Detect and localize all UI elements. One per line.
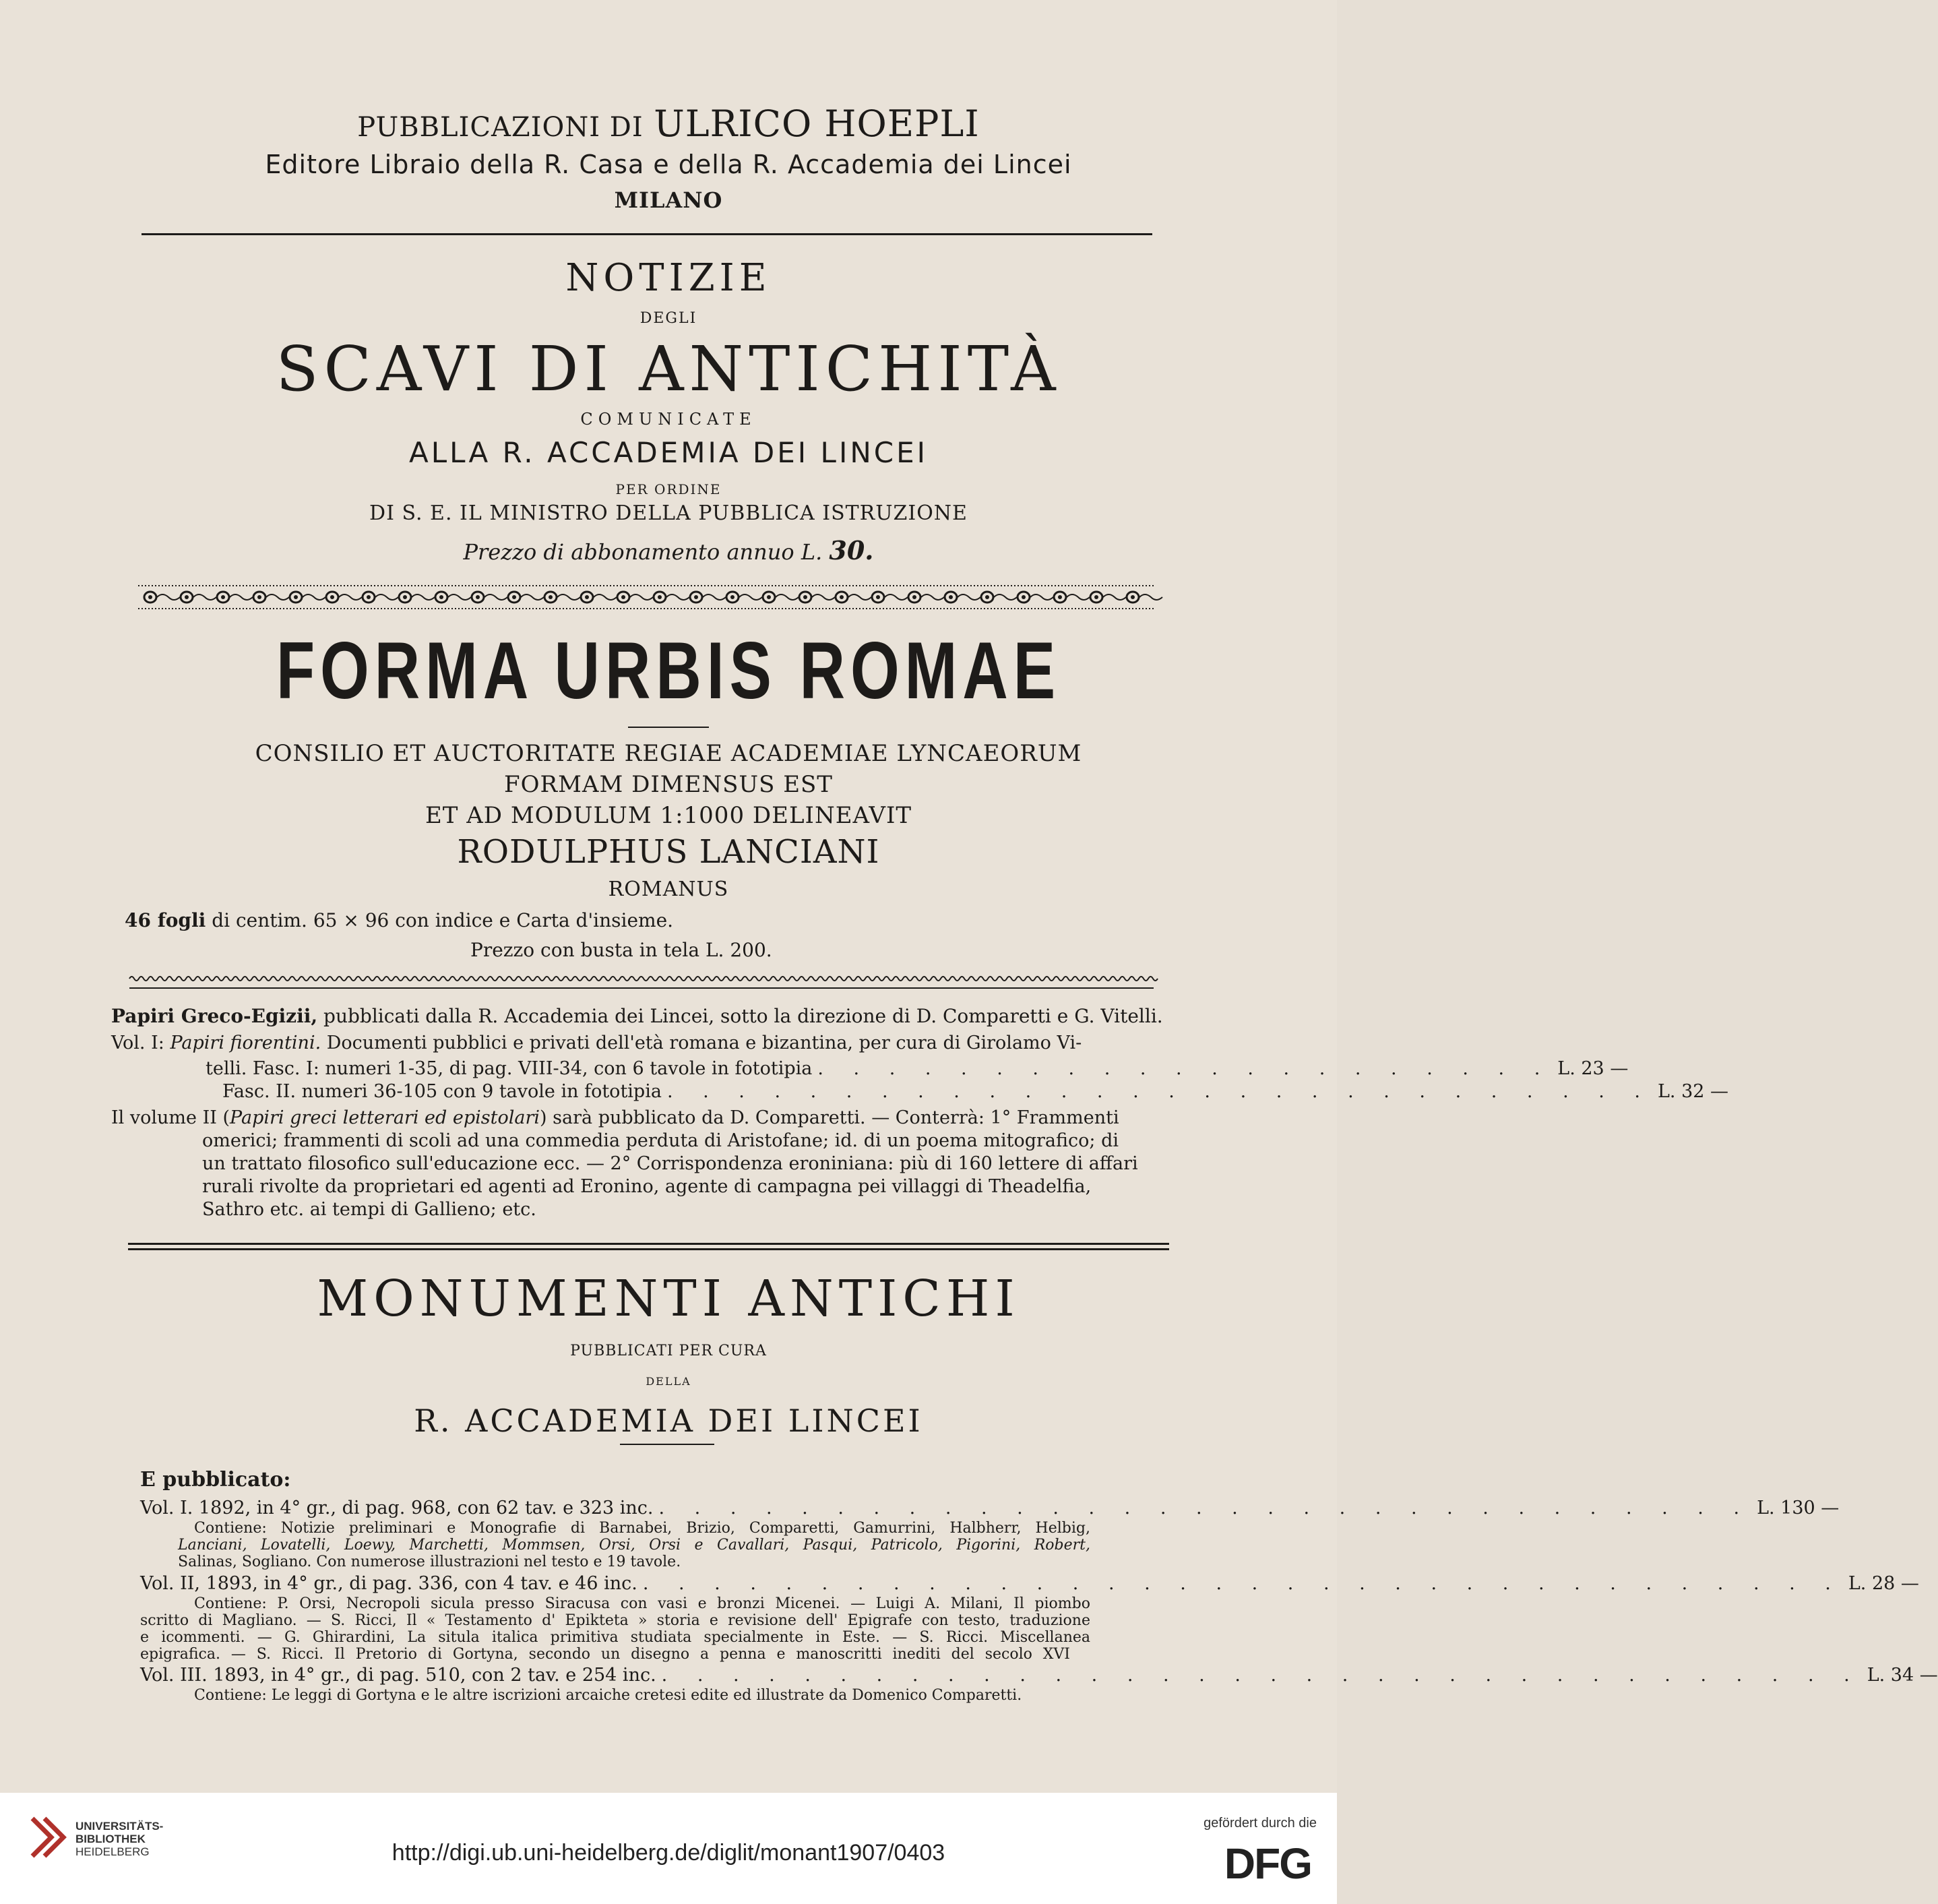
forma-title: FORMA URBIS ROMAE [276,625,1061,716]
publisher-line [0,102,1337,145]
ornament-dot [1022,595,1026,599]
leader-dots: . . . . . . . . . . . . . . . . . . . . . [817,1058,1553,1079]
notizie-comunicate: COMUNICATE [580,410,757,429]
ornament-dot [912,595,916,599]
papiri-vol1-label: Vol. I: [111,1033,164,1053]
monumenti-vol3-content-1: Contiene: Le leggi di Gortyna e le altre iscrizioni arcaiche cretesi edite ed illustrate da Domenico Comparetti. [194,1687,1022,1704]
papiri-vol2-l1 [111,1107,1169,1129]
monumenti-vol1-text: Vol. I. 1892, in 4° gr., di pag. 968, con 62 tav. e 323 inc. [140,1498,654,1518]
leader-dots: . . . . . . . . . . . . . . . . . . . . . . . . . . . . . . . . . . [642,1573,1843,1594]
notizie-price-value: 30. [829,535,874,565]
library-name-line-3: HEIDELBERG [75,1845,150,1858]
forma-fogli [125,910,1153,931]
papiri-heading-rest: pubblicati dalla R. Accademia dei Lincei, sotto la direzione di D. Comparetti e G. Vitelli. [323,1005,1163,1027]
forma-line-2: FORMAM DIMENSUS EST [504,771,833,798]
ornament-link [594,594,617,600]
papiri-fasc1-price: L. 23 — [1557,1058,1629,1079]
viewer-footer [0,1793,1337,1904]
papiri-vol1-title: Papiri fiorentini. [170,1033,321,1053]
papiri-heading [111,1006,1169,1027]
leader-dots: . . . . . . . . . . . . . . . . . . . . . . . . . . . . [666,1081,1652,1102]
ornament-link [921,594,944,600]
publisher-subtitle: Editore Libraio della R. Casa e della R. Accademia dei Lincei [265,150,1072,179]
ornament-dot [148,595,152,599]
ornament-link [448,594,471,600]
forma-fogli-num: 46 fogli [125,909,206,931]
monumenti-vol3 [140,1665,1938,1686]
header-rule [142,233,1152,235]
ornament-dot [694,595,698,599]
notizie-degli: DEGLI [639,310,697,327]
notizie-title: NOTIZIE [565,256,772,300]
forma-line-1: CONSILIO ET AUCTORITATE REGIAE ACADEMIAE LYNCAEORUM [255,740,1082,767]
ornament-link [521,594,544,600]
wave-border [129,971,1154,991]
ornament-link [303,594,325,600]
monumenti-vol1-price: L. 130 — [1757,1498,1840,1518]
scavi-title: SCAVI DI ANTICHITÀ [276,333,1061,405]
papiri-vol1 [111,1033,1169,1054]
ornament-link [339,594,362,600]
notizie-per-ordine: PER ORDINE [615,481,722,497]
ornament-link [1103,594,1126,600]
publisher-prefix: PUBBLICAZIONI DI [357,112,644,143]
monumenti-vol2-text: Vol. II, 1893, in 4° gr., di pag. 336, con 4 tav. e 46 inc. [140,1573,637,1594]
leader-dots: . . . . . . . . . . . . . . . . . . . . . . . . . . . . . . . . . . [661,1665,1862,1686]
monumenti-title: MONUMENTI ANTICHI [317,1270,1020,1328]
double-rule-top [128,1243,1169,1245]
monumenti-vol1-content-2: Lanciani, Lovatelli, Loewy, Marchetti, Mommsen, Orsi, Orsi e Cavallari, Pasqui, Patricolo, Pigorini, Robert, [178,1537,1090,1554]
papiri-fasc1 [206,1058,1629,1080]
monumenti-vol2-content-4: epigrafica. — S. Ricci. Il Pretorio di Gortyna, secondo un disegno a penna e manoscritti inediti del secolo XVI [140,1646,1070,1663]
ornament-link [848,594,871,600]
ornament-dot [1094,595,1098,599]
ornament-link [994,594,1017,600]
monumenti-vol3-price: L. 34 — [1867,1665,1938,1686]
double-rule-bottom [128,1248,1169,1250]
monumenti-rule [620,1444,714,1445]
forma-rule [628,727,709,728]
ornament-dot [185,595,189,599]
monumenti-vol1 [140,1498,1840,1519]
ornament-link [812,594,835,600]
ornament-dot [221,595,225,599]
papiri-vol2-l5: Sathro etc. ai tempi di Gallieno; etc. [202,1199,536,1220]
monumenti-vol1-content-3: Salinas, Sogliano. Con numerose illustrazioni nel testo e 19 tavole. [178,1554,681,1570]
papiri-vol2-b: ) sarà pubblicato da D. Comparetti. — Conterrà: 1° Frammenti [540,1107,1119,1128]
ornament-dot [549,595,553,599]
papiri-heading-bold: Papiri Greco-Egizii, [111,1005,318,1027]
ornament-dot [585,595,589,599]
ornament-dot [803,595,807,599]
ornament-link [630,594,653,600]
ornament-link [557,594,580,600]
ornament-link [885,594,908,600]
papiri-fasc2-text: Fasc. II. numeri 36-105 con 9 tavole in fototipia [222,1081,662,1102]
ornament-dot [257,595,261,599]
papiri-vol2-l2: omerici; frammenti di scoli ad una commedia perduta di Aristofane; id. di un poema mitografico; di [202,1130,1119,1151]
papiri-vol2-l3: un trattato filosofico sull'educazione ecc. — 2° Corrispondenza eroniniana: più di 160 lettere di affari [202,1153,1138,1174]
monumenti-vol2-content-2: scritto di Magliano. — S. Ricci, Il « Testamento d' Epikteta » storia e revisione dell' Epigrafe con testo, traduzione [140,1612,1090,1629]
ornament-dot [949,595,953,599]
ornament-link [703,594,726,600]
monumenti-della: DELLA [646,1375,691,1388]
monumenti-vol2 [140,1573,1919,1595]
monumenti-vol2-price: L. 28 — [1848,1573,1919,1594]
ornament-dot [876,595,880,599]
forma-prezzo: Prezzo con busta in tela L. 200. [470,939,772,961]
forma-fogli-text: di centim. 65 × 96 con indice e Carta d'insieme. [212,909,674,931]
monumenti-academy: R. ACCADEMIA DEI LINCEI [414,1403,923,1439]
ornament-link [1067,594,1090,600]
papiri-fasc2 [222,1081,1729,1103]
notizie-price-text: Prezzo di abbonamento annuo L. [463,539,823,565]
ornament-link [266,594,289,600]
library-name-line-1: UNIVERSITÄTS- [75,1820,164,1833]
forma-romanus: ROMANUS [608,878,729,901]
publisher-name: ULRICO HOEPLI [654,102,980,145]
ornament-dot [403,595,407,599]
ornament-dot [658,595,662,599]
ornament-link [958,594,980,600]
dfg-logo: DFG [1224,1839,1311,1888]
monumenti-vol3-text: Vol. III. 1893, in 4° gr., di pag. 510, con 2 tav. e 254 inc. [140,1665,656,1686]
leader-dots: . . . . . . . . . . . . . . . . . . . . . . . . . . . . . . . [658,1498,1752,1518]
monumenti-vol2-content-1: Contiene: P. Orsi, Necropoli sicula presso Siracusa con vasi e bronzi Micenei. — Luigi A. Milani, Il piombo [194,1595,1090,1612]
ornament-dot [330,595,334,599]
ornament-dot [1131,595,1135,599]
ornament-link [1030,594,1053,600]
publisher-city: MILANO [614,187,723,213]
papiri-vol2-a: Il volume II ( [111,1107,230,1128]
ornament-dot [840,595,844,599]
ornament-link [739,594,762,600]
ornament-dot [439,595,443,599]
monumenti-vol2-content-3: e icommenti. — G. Ghirardini, La situla italica primitiva studiata specialmente in Este. — S. Ricci. Miscellanea [140,1629,1090,1646]
ornament-link [776,594,799,600]
papiri-vol2-title: Papiri greci letterari ed epistolari [230,1107,540,1128]
page-url-link[interactable]: http://digi.ub.uni-heidelberg.de/diglit/monant1907/0403 [392,1840,945,1866]
monumenti-pubblicati: PUBBLICATI PER CURA [570,1343,767,1359]
papiri-vol2-l4: rurali rivolte da proprietari ed agenti ad Eronino, agente di campagna pei villaggi di Theadelfia, [202,1176,1092,1197]
ornament-link [230,594,253,600]
ornament-link [375,594,398,600]
ornament-dot [476,595,480,599]
papiri-fasc2-price: L. 32 — [1658,1081,1729,1102]
ornament-border [138,584,1156,611]
ornament-dot [1058,595,1062,599]
ornament-link [412,594,435,600]
ornament-link [193,594,216,600]
ornament-dot [294,595,298,599]
library-name-line-2: BIBLIOTHEK [75,1833,146,1845]
ornament-link [1139,594,1162,600]
monumenti-e-pubblicato: E pubblicato: [140,1468,291,1492]
ornament-dot [621,595,625,599]
papiri-fasc1-text: telli. Fasc. I: numeri 1-35, di pag. VIII-34, con 6 tavole in fototipia [206,1058,813,1079]
ornament-dot [767,595,771,599]
notizie-price [0,535,1337,565]
papiri-vol1-rest: Documenti pubblici e privati dell'età romana e bizantina, per cura di Girolamo Vi- [326,1033,1082,1053]
ornament-dot [367,595,371,599]
ornament-link [484,594,507,600]
ornament-link [666,594,689,600]
ornament-dot [730,595,734,599]
forma-author: RODULPHUS LANCIANI [457,833,880,871]
ornament-link [157,594,180,600]
ornament-dot [512,595,516,599]
monumenti-vol1-content-1: Contiene: Notizie preliminari e Monografie di Barnabei, Brizio, Comparetti, Gamurrini, Halbherr, Helbig, [194,1520,1090,1537]
sponsor-text: gefördert durch die [1204,1816,1317,1831]
ornament-dot [985,595,989,599]
forma-line-3: ET AD MODULUM 1:1000 DELINEAVIT [425,802,912,829]
notizie-academy: ALLA R. ACCADEMIA DEI LINCEI [409,436,928,469]
notizie-ministro: DI S. E. IL MINISTRO DELLA PUBBLICA ISTRUZIONE [369,501,968,525]
